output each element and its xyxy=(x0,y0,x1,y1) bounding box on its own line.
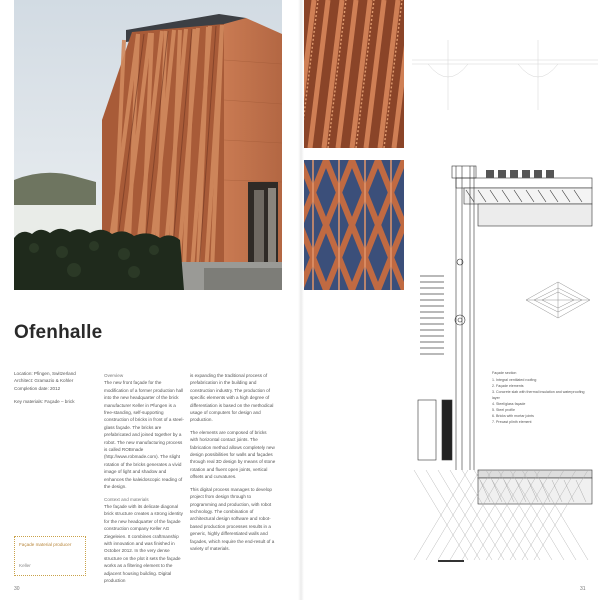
legend-item: 2. Façade elements xyxy=(492,384,524,388)
text-column-1 xyxy=(104,372,186,589)
building-photo xyxy=(14,0,282,290)
facade-pattern-photo xyxy=(300,160,404,290)
page-number-left: 30 xyxy=(14,586,20,592)
paragraph-overview: The new front façade for the modification of a former production hall into the new headquarter of the brick manufacturer Keller in Pfungen is a free-standing, self-supporting construction of bricks in front of a steel-glass façade. The bricks are prefabricated and joined together by a robot. The new manufacturing process is called ROBmade (http://www.robmade.com). The slight rotation of the bricks generates a vivid image of light and shadow and enhances the kaleidoscopic reading of the design. xyxy=(104,380,184,490)
paragraph-context: The façade with its delicate diagonal brick structure creates a strong identity for the new headquarter of the façade construction company Keller AG Ziegeleien. It combines craftmanship with innovation and was finished in October 2012. In the very dense structure on the plot it sets the façade works as a filtering element to the adjacent housing building. Digital production xyxy=(104,503,183,583)
legend-item: 5. Steel profile xyxy=(492,408,515,412)
meta-architect: Architect: Gramazio & Kohler xyxy=(14,378,74,384)
page-number-right: 31 xyxy=(580,586,586,592)
legend-item: 6. Bricks with mortar joints xyxy=(492,414,534,418)
facade-closeup-photo xyxy=(300,0,404,148)
material-producer-label: Façade material producer xyxy=(19,542,72,547)
material-producer-value: Keller xyxy=(19,563,31,568)
meta-completion: Completion date: 2012 xyxy=(14,385,61,391)
paragraph: This digital process manages to develop project from design through to programming and production, with robot technology. The combination of architectural design software and robot-based production processes results in a generic, highly differentiated walls and façades, which require the end-result of a variety of materials. xyxy=(190,486,275,551)
project-meta xyxy=(14,370,92,406)
legend-item: 3. Concrete slab with thermal insulation and waterproofing layer xyxy=(492,390,585,400)
facade-section-drawing xyxy=(408,0,600,600)
book-gutter xyxy=(298,0,304,600)
legend-item: 4. Steel/glass façade xyxy=(492,402,526,406)
facade-section-svg xyxy=(408,0,600,600)
article-title: Ofenhalle xyxy=(14,322,103,343)
drawing-legend xyxy=(492,370,592,425)
facade-closeup-drawing xyxy=(300,0,404,148)
facade-pattern-drawing xyxy=(300,160,404,290)
meta-location: Location: Pfingen, Switzerland xyxy=(14,371,76,376)
heading-context: Context and materials xyxy=(104,496,149,502)
paragraph: is expanding the traditional process of prefabrication in the building and construction industry. The production of specific elements with a high degree of differentiation is based on the methodical usage of computers for design and production. xyxy=(190,373,274,423)
building-photo-drawing xyxy=(14,0,282,290)
meta-keywords: Key materials: Façade – brick xyxy=(14,399,75,405)
text-column-2 xyxy=(190,372,276,557)
legend-heading: Façade section xyxy=(492,371,517,375)
material-producer-box xyxy=(14,536,86,576)
heading-overview: Overview xyxy=(104,373,124,378)
legend-item: 1. Integral ventilated roofing xyxy=(492,378,537,382)
legend-item: 7. Precast plinth element xyxy=(492,420,532,424)
paragraph: The elements are composed of bricks with horizontal contact joints. The fabrication method allows completely new design possibilities for walls and façades through real 3D design by means of stone rotation and fluent open joints, vertical offsets and curvatures. xyxy=(190,429,276,480)
